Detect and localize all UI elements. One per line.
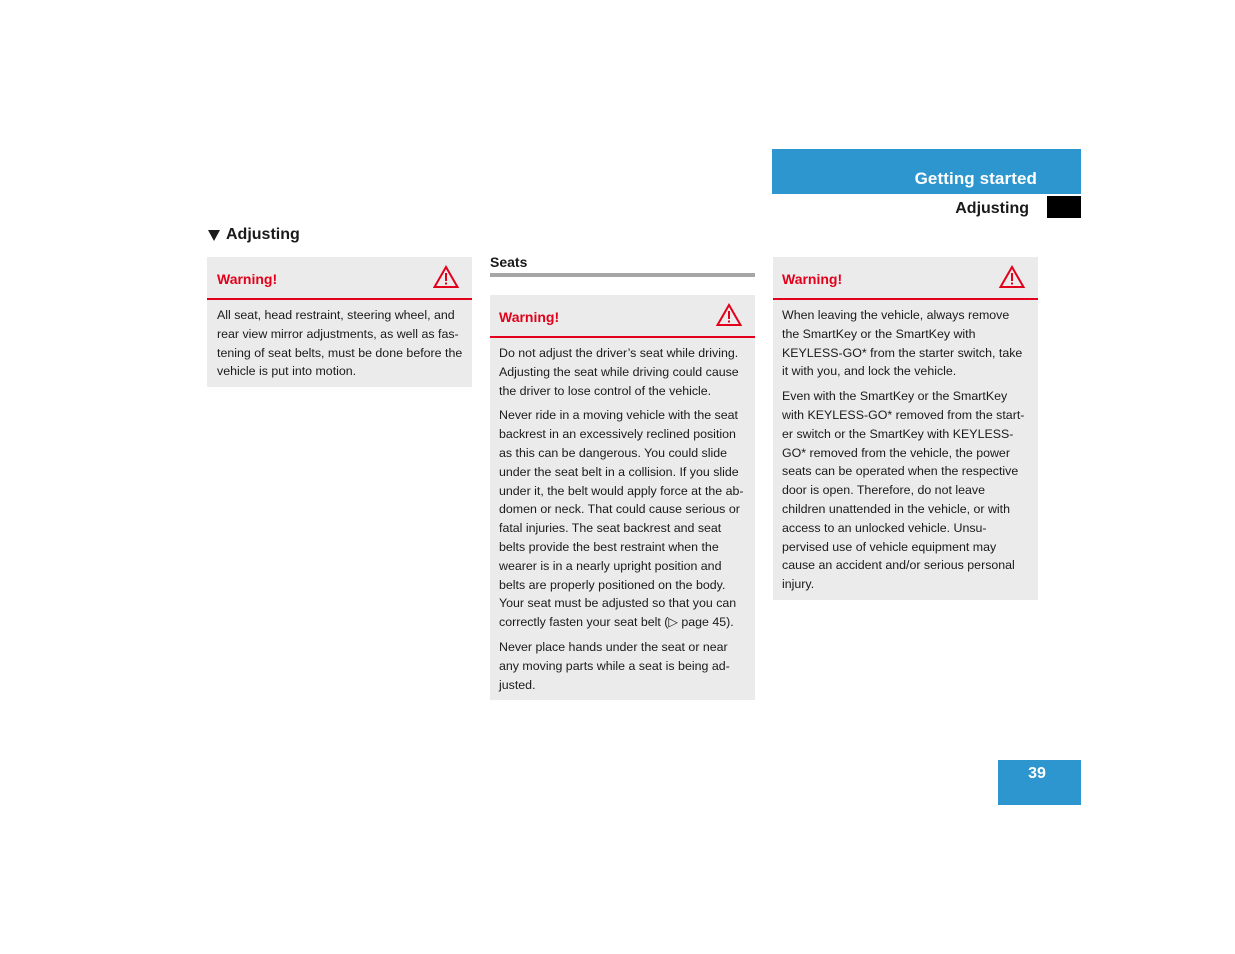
warning-box-seats (490, 295, 755, 700)
triangle-down-icon (208, 230, 220, 241)
chapter-title: Getting started (914, 169, 1037, 188)
warning-triangle-icon (716, 303, 742, 327)
warning-text: When leaving the vehicle, always remove the SmartKey or the SmartKey with KEYLESS-GO* from the starter switch, take it with you, and lock the vehicle. (782, 308, 1023, 379)
warning-body (490, 338, 755, 700)
warning-text: All seat, head restraint, steering wheel, and rear view mirror adjustments, as well as fas-tening of seat belts, must be done before the vehicle is put into motion. (217, 308, 463, 379)
warning-header (490, 295, 755, 338)
warning-header (207, 257, 472, 300)
warning-body (207, 300, 472, 387)
warning-label: Warning! (782, 271, 843, 287)
seats-title: Seats (490, 254, 755, 277)
section-heading-text: Adjusting (226, 226, 300, 243)
section-marker (1047, 196, 1081, 218)
warning-text: Never ride in a moving vehicle with the seat backrest in an excessively reclined position as this can be dangerous. You could slide under the seat belt in a collision. If you slide under it, the belt would apply force at the ab-domen or neck. That could cause serious or fatal injuries. The seat backrest and seat belts provide the best restraint when the wearer is in a nearly upright position and belts are properly positioned on the body. Your seat must be adjusted so that you can correctly fasten your seat belt (▷ page 45). (499, 408, 744, 630)
warning-header (773, 257, 1038, 300)
warning-text: Never place hands under the seat or near any moving parts while a seat is being ad-justed. (499, 639, 730, 692)
page-number: 39 (998, 760, 1081, 805)
warning-label: Warning! (217, 271, 278, 287)
chapter-header (772, 149, 1081, 194)
warning-text: Even with the SmartKey or the SmartKey with KEYLESS-GO* removed from the start-er switch or the SmartKey with KEYLESS-GO* removed from the vehicle, the power seats can be operated when the respective door is open. Therefore, do not leave children unattended in the vehicle, or with access to an unlocked vehicle. Unsu-pervised use of vehicle equipment may cause an accident and/or serious personal injury. (782, 389, 1025, 592)
warning-triangle-icon (433, 265, 459, 289)
warning-triangle-icon (999, 265, 1025, 289)
section-heading (208, 226, 300, 244)
section-header: Adjusting (955, 200, 1029, 217)
warning-label: Warning! (499, 309, 560, 325)
warning-body (773, 300, 1038, 600)
warning-box-adjustments (207, 257, 472, 387)
warning-text: Do not adjust the driver’s seat while driving. Adjusting the seat while driving could cause the driver to lose control of the vehicle. (499, 346, 739, 398)
warning-box-smartkey (773, 257, 1038, 600)
